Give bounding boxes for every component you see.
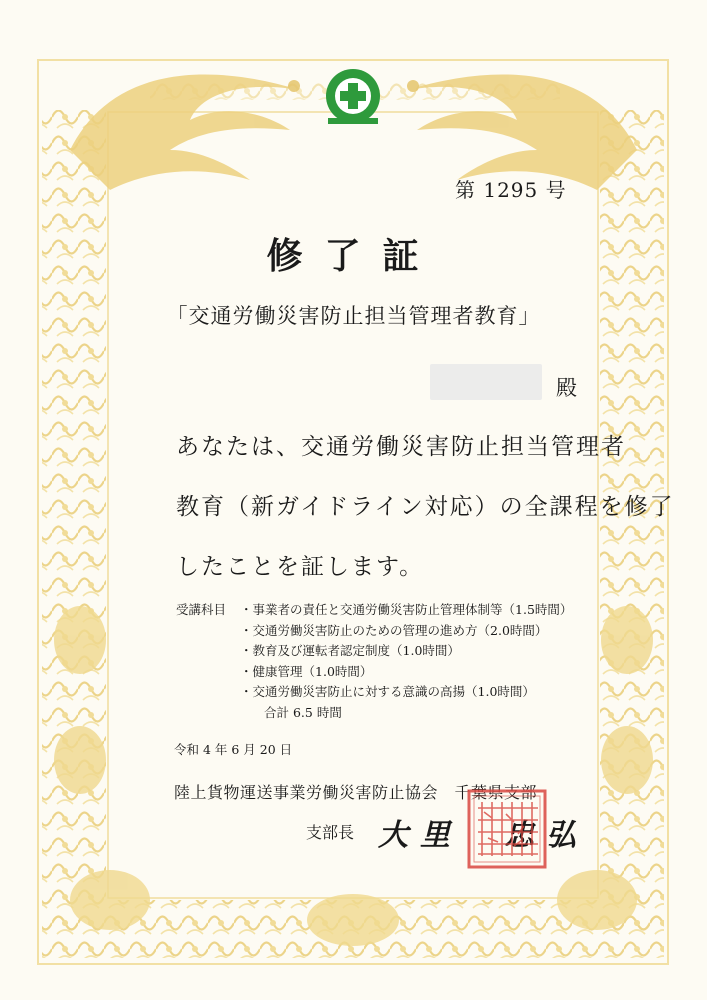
subject-item: ・ 交通労働災害防止のための管理の進め方（2.0時間） — [240, 621, 572, 642]
subject-item: ・ 健康管理（1.0時間） — [240, 662, 572, 683]
subject-item: ・ 交通労働災害防止に対する意識の高揚（1.0時間） — [240, 682, 572, 703]
certificate-number: 第 1295 号 — [455, 178, 567, 202]
honorific: 殿 — [556, 376, 577, 400]
body-text-line: したことを証します。 — [176, 554, 425, 580]
signer-role: 支部長 — [306, 823, 355, 842]
subject-item: ・ 教育及び運転者認定制度（1.0時間） — [240, 641, 572, 662]
recipient-name-redacted — [430, 364, 542, 400]
subjects-list — [240, 600, 572, 723]
seal-stamp — [466, 788, 548, 870]
total-hours: 合計 6.5 時間 — [264, 704, 342, 720]
certificate-title: 修了証 — [266, 235, 441, 277]
subject-item: ・ 事業者の責任と交通労働災害防止管理体制等（1.5時間） — [240, 600, 572, 621]
issue-date: 令和 4 年 6 月 20 日 — [174, 742, 293, 757]
subjects-label: 受講科目 — [176, 602, 227, 617]
association-name: 陸上貨物運送事業労働災害防止協会 千葉県支部 — [174, 783, 538, 802]
cross-logo-icon — [323, 66, 383, 126]
body-text-line: あなたは、交通労働災害防止担当管理者 — [176, 434, 626, 460]
signer-name: 大里 忠弘 — [378, 818, 588, 853]
course-name: 「交通労働災害防止担当管理者教育」 — [166, 304, 541, 328]
body-text-line: 教育（新ガイドライン対応）の全課程を修了 — [176, 494, 675, 520]
